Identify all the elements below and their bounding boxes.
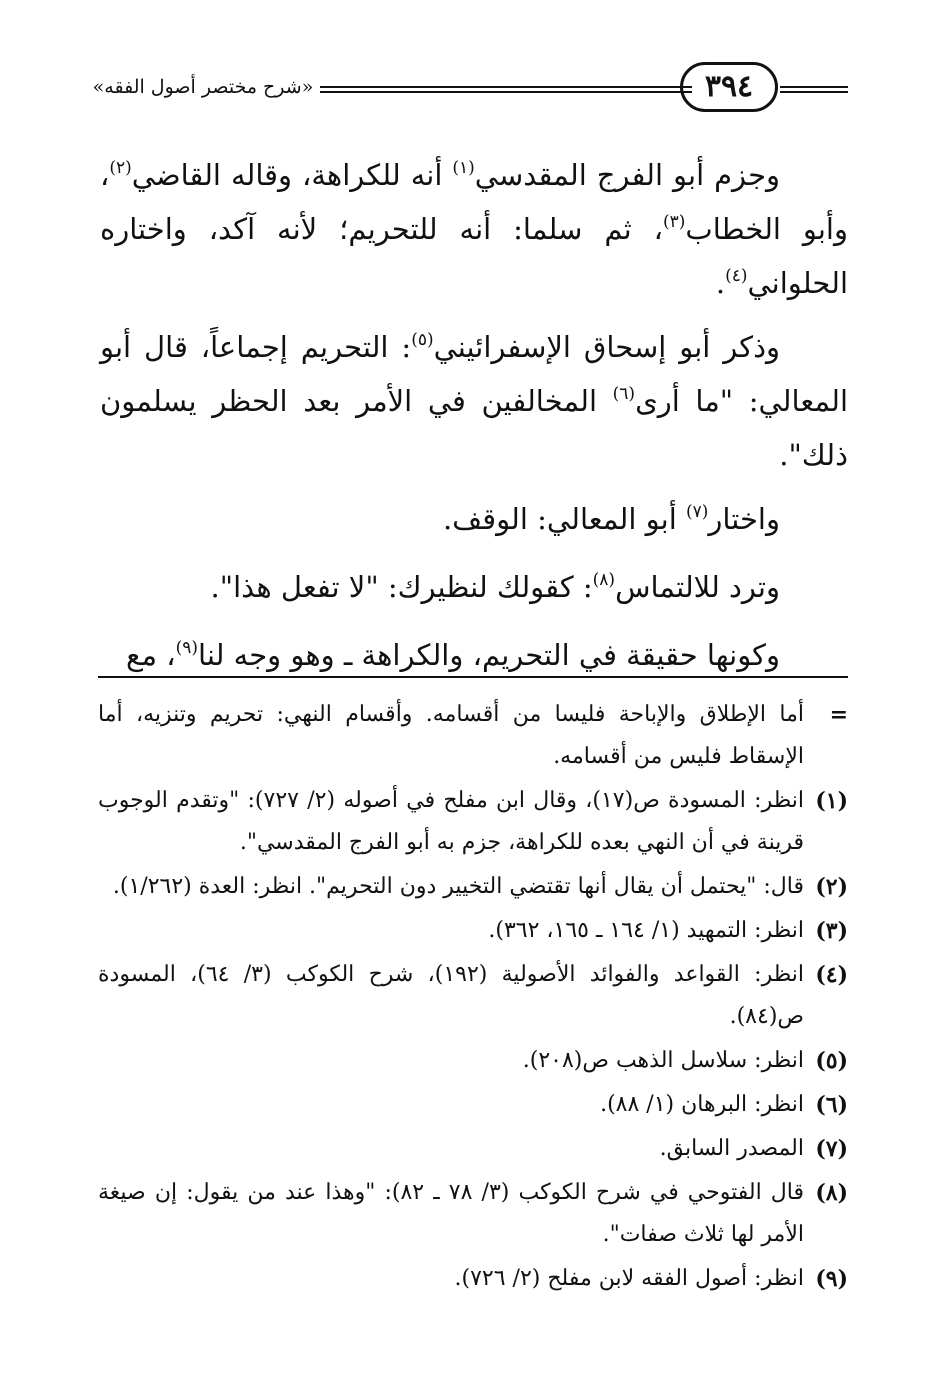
footnote-8: [98, 1172, 848, 1256]
paragraph-2: وذكر أبو إسحاق الإسفرائيني$^{(٥)}$: التحريم إجماعاً، قال أبو المعالي: "ما أرى$^{(٦)}$ المخالفين في الأمر بعد الحظر يسلمون ذلك".: [100, 330, 849, 472]
footnote-ref-7: (٧): [685, 502, 709, 522]
paragraph-1: وجزم أبو الفرج المقدسي$^{(١)}$ أنه للكراهة، وقاله القاضي$^{(٢)}$، وأبو الخطاب$^{(٣)}$، ثم سلما: أنه للتحريم؛ لأنه آكد، واختاره الحلواني$^{(٤)}$.: [100, 158, 848, 300]
footnote-3: [98, 910, 848, 952]
footnote-number: (٢): [815, 874, 848, 900]
footnote-ref-8: (٨): [592, 570, 616, 590]
footnote-ref-4: (٤): [725, 266, 748, 286]
paragraph-4: وترد للالتماس$^{(٨)}$: كقولك لنظيرك: "لا تفعل هذا".: [210, 570, 780, 604]
header-rule-right: [780, 86, 848, 93]
footnote-7: [98, 1128, 848, 1170]
footnote-6: [98, 1084, 848, 1126]
footnote-1: [98, 780, 848, 864]
footnote-number: (٩): [815, 1266, 848, 1292]
footnote-number: =: [829, 702, 848, 728]
footnote-ref-5: (٥): [411, 330, 434, 350]
footnote-4: [98, 954, 848, 1038]
page-number: ٣٩٤: [680, 62, 778, 112]
main-text: [100, 148, 848, 696]
footnote-ref-2: (٢): [109, 158, 132, 178]
paragraph-3: واختار$^{(٧)}$ أبو المعالي: الوقف.: [442, 502, 780, 536]
footnote-text: انظر: أصول الفقه لابن مفلح (٢/ ٧٢٦).: [454, 1266, 804, 1291]
footnote-text: انظر: البرهان (١/ ٨٨).: [600, 1092, 804, 1117]
footnote-text: انظر: المسودة ص(١٧)، وقال ابن مفلح في أصوله (٢/ ٧٢٧): "وتقدم الوجوب قرينة في أن النهي بعده للكراهة، جزم به أبو الفرج المقدسي".: [98, 788, 804, 855]
footnote-number: (٦): [815, 1092, 848, 1118]
footnote-ref-9: (٩): [175, 638, 198, 658]
footnote-number: (٣): [815, 918, 848, 944]
footnote-9: [98, 1258, 848, 1300]
footnote-number: (٧): [815, 1136, 848, 1162]
footnote-text: أما الإطلاق والإباحة فليسا من أقسامه. وأقسام النهي: تحريم وتنزيه، أما الإسقاط فليس من أقسامه.: [98, 702, 804, 769]
footnote-ref-1: (١): [452, 158, 475, 178]
running-title: «شرح مختصر أصول الفقه»: [92, 76, 314, 98]
footnote-text: المصدر السابق.: [659, 1136, 804, 1161]
footnote-continuation: [98, 694, 848, 778]
footnote-text: قال: "يحتمل أن يقال أنها تقتضي التخيير دون التحريم". انظر: العدة (١/٢٦٢).: [112, 874, 804, 899]
footnote-number: (٤): [815, 962, 848, 988]
footnote-text: انظر: التمهيد (١/ ١٦٤ ـ ١٦٥، ٣٦٢).: [488, 918, 804, 943]
footnote-number: (١): [815, 788, 848, 814]
footnote-separator: [98, 676, 848, 678]
page-header: [92, 58, 848, 118]
footnote-number: (٥): [815, 1048, 848, 1074]
footnote-text: انظر: سلاسل الذهب ص(٢٠٨).: [522, 1048, 804, 1073]
footnote-number: (٨): [815, 1180, 848, 1206]
footnote-ref-6: (٦): [612, 384, 636, 404]
footnote-2: [98, 866, 848, 908]
footnote-text: قال الفتوحي في شرح الكوكب (٣/ ٧٨ ـ ٨٢): "وهذا عند من يقول: إن صيغة الأمر لها ثلاث صفات".: [98, 1180, 805, 1247]
paragraph-5: وكونها حقيقة في التحريم، والكراهة ـ وهو وجه لنا$^{(٩)}$، مع: [126, 638, 780, 672]
footnote-ref-3: (٣): [663, 212, 686, 232]
footnotes: [98, 694, 848, 1302]
header-rule-left: [320, 86, 692, 93]
footnote-5: [98, 1040, 848, 1082]
footnote-text: انظر: القواعد والفوائد الأصولية (١٩٢)، شرح الكوكب (٣/ ٦٤)، المسودة ص(٨٤).: [98, 962, 804, 1029]
